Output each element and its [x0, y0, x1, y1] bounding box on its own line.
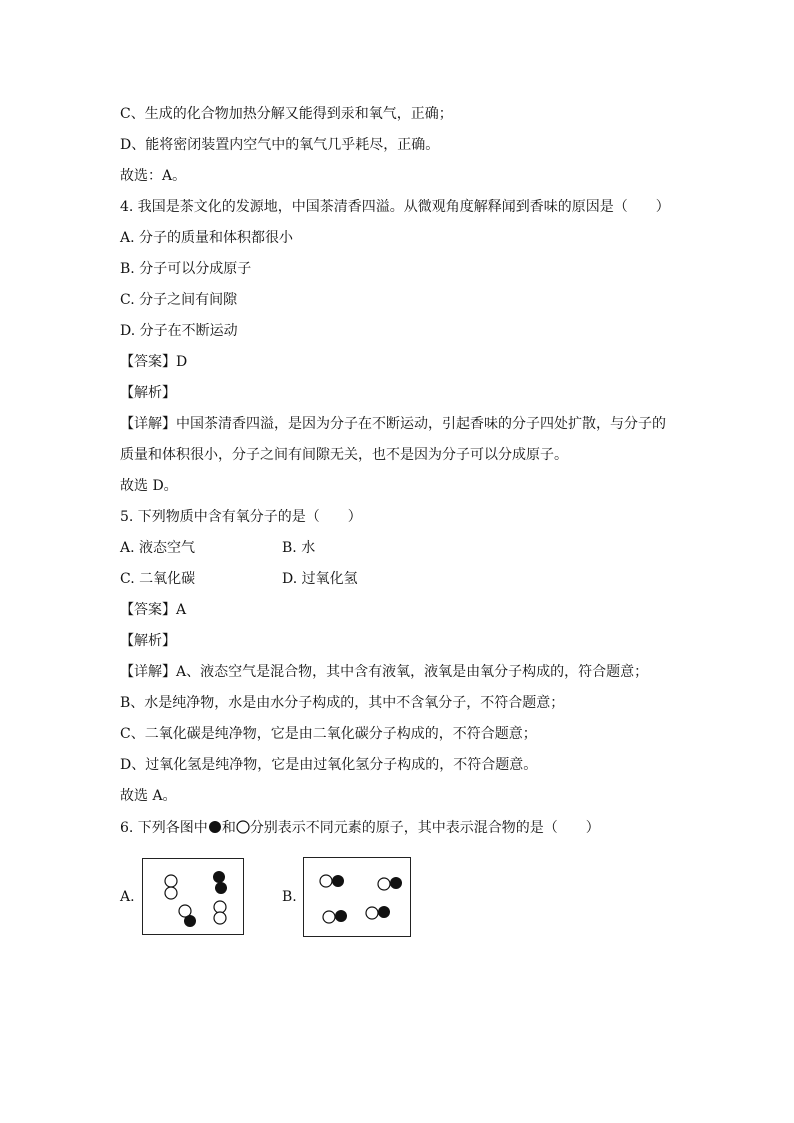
q5-detail-3: C、二氧化碳是纯净物，它是由二氧化碳分子构成的，不符合题意； [120, 726, 537, 742]
q6-text-pre: 6. 下列各图中 [120, 820, 208, 836]
q4-option-c: C. 分子之间有间隙 [120, 292, 238, 308]
q6-text-mid: 和 [221, 820, 236, 836]
q5-answer: 【答案】A [120, 602, 187, 618]
q5-option-a: A. 液态空气 [120, 540, 196, 556]
diagram-a-atoms [143, 859, 245, 936]
q6-option-b-label: B. [282, 889, 297, 905]
question-6 [120, 818, 600, 838]
line-c-option: C、生成的化合物加热分解又能得到汞和氧气，正确； [120, 106, 453, 122]
q4-option-d: D. 分子在不断运动 [120, 323, 238, 339]
q6-diagram-b [303, 857, 411, 937]
q5-detail-1: 【详解】A、液态空气是混合物，其中含有液氧，液氧是由氧分子构成的，符合题意； [120, 664, 649, 680]
q5-option-c: C. 二氧化碳 [120, 571, 196, 587]
q6-option-a-label: A. [120, 889, 135, 905]
q4-answer: 【答案】D [120, 354, 188, 370]
q5-choice: 故选 A。 [120, 788, 177, 804]
q6-text-post: 分别表示不同元素的原子，其中表示混合物的是（ ） [249, 820, 600, 836]
q4-option-b: B. 分子可以分成原子 [120, 261, 252, 277]
q5-option-b: B. 水 [282, 540, 316, 556]
q6-diagram-a [142, 858, 244, 935]
q5-analysis-heading: 【解析】 [120, 633, 176, 649]
question-4: 4. 我国是茶文化的发源地，中国茶清香四溢。从微观角度解释闻到香味的原因是（ ） [120, 199, 670, 215]
q4-analysis-heading: 【解析】 [120, 385, 176, 401]
q4-option-a: A. 分子的质量和体积都很小 [120, 230, 294, 246]
open-atom-icon [236, 820, 250, 834]
question-5: 5. 下列物质中含有氧分子的是（ ） [120, 509, 362, 525]
q4-detail-2: 质量和体积很小，分子之间有间隙无关，也不是因为分子可以分成原子。 [120, 447, 568, 463]
line-answer-choice: 故选：A。 [120, 168, 187, 184]
q4-choice: 故选 D。 [120, 478, 178, 494]
q5-option-d: D. 过氧化氢 [282, 571, 358, 587]
q5-detail-4: D、过氧化氢是纯净物，它是由过氧化氢分子构成的，不符合题意。 [120, 757, 538, 773]
line-d-option: D、能将密闭装置内空气中的氧气几乎耗尽，正确。 [120, 137, 440, 153]
filled-atom-icon [208, 820, 222, 834]
q4-detail-1: 【详解】中国茶清香四溢，是因为分子在不断运动，引起香味的分子四处扩散，与分子的 [120, 416, 666, 432]
diagram-b-atoms [304, 858, 412, 938]
q5-detail-2: B、水是纯净物，水是由水分子构成的，其中不含氧分子，不符合题意； [120, 695, 565, 711]
